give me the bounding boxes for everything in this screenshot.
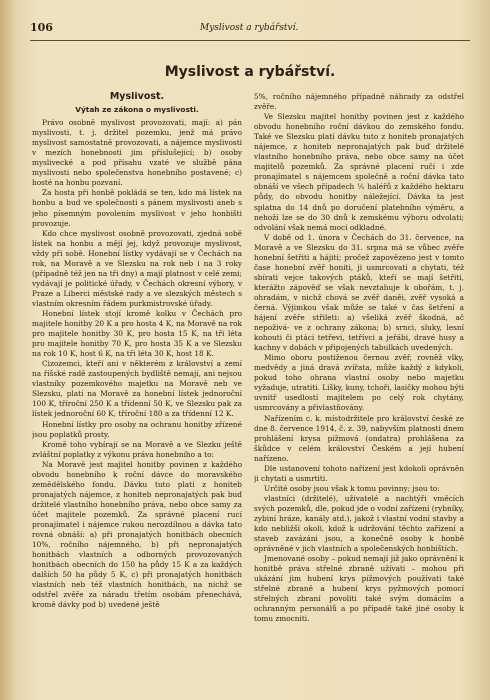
page-header	[30, 20, 470, 41]
paragraph: Dle ustanovení tohoto nařízení jest kdokoli oprávněn ji chytati a usmrtiti.	[254, 463, 464, 483]
paragraph: Kromě toho vybírají se na Moravě a ve Slezku ještě zvláštní poplatky z výkonu práva honebního a to:	[32, 439, 242, 459]
paragraph: Jmenované osoby – pokud nemají již jako oprávnění k honitbě práva střelné zbraně užívati – mohou při ukázání jim hubení krys pížmových používati také střelné zbraně a hubení krys pyžmových pomocí střelných zbraní povoliti také svým domácím a ochranným personálů a po případě také jiné osoby k tomu zmocniti.	[254, 554, 464, 624]
running-head: Myslivost a rybářství.	[200, 23, 299, 33]
paragraph: Ve Slezsku majitel honitby povinen jest z každého obvodu honebního roční dávkou do zemského fondu. Také ve Slezsku platí dávku tuto z honiteb pronajatých nájemce, z honiteb nepronajatých pak buď držitelé vlastního honebního práva, nebo obce samy na účet majitelů pozemků. Za správné placení ručí i zde pronajímatel s nájemcem společně a roční dávka tato obnáší ve všech případech ⅕ haléřů z každého hektaru půdy, do obvodu honitby náležející. Dávka ta jest splatna do 14 dnů po doručení platebního výměru, a nehoží lze se do 30 dnů k zemskému výboru odvolati; odvolání však nemá moci odkladné.	[254, 112, 464, 232]
section-subtitle: Výtah ze zákona o myslivosti.	[75, 105, 199, 115]
paragraph: Nařízením c. k. místodržitele pro království české ze dne 8. července 1914, č. z. 39, nabyvším platnosti dnem prohlášení krysa pížmová (ondatra) prohlášena za škůdce v celém království Českém a její hubení nařízeno.	[254, 413, 464, 463]
paragraph: Mimo oboru postiženou černou zvěř, rovněž vlky, medvědy a jiná dravá zvířata, může každý z kdykoli, pokud toho ohrana vlastní osoby nebo majetku vyžaduje, utratiti. Lišky, kuny, tchoři, lasičky mohou býti uvnitř usedlostí majitelem po celý rok chytány, usmrcovány a přivlastňovány.	[254, 353, 464, 413]
paragraph: Na Moravě jest majitel honitby povinen z každého obvodu honebního k roční dávce do moravského zemědělského fondu. Dávku tuto platí z honiteb pronajatých nájemce, z honiteb nepronajatých pak buď držitelé vlastního honebního práva, nebo obce samy za účet majitele pozemků. Za správné placení rucí pronajímatel i nájemce rukou nerozdílnou a dávka tato rovná obnáší: a) při pronajatých honitbách obecních 10%, ročního nájemného, b) při nepronajatých honitbách vlastních a odborných provozovaných honitbách obecních do 150 ha půdy 15 K a za každých dalších 50 ha půdy 5 K, c) při pronajatých honitbách vlastních neb též vlastních honitbách, na nichž se odstřel zvěře za náradu třetím osobám přenechává, kromě dávky pod b) uvedené ještě	[32, 459, 242, 610]
paragraph: Honební lístek stojí kromě kolku v Čechách pro majitele honitby 20 K a pro hosta 4 K, na Moravě na rok pro majitele honitby 30 K, pro hosta 15 K, na tři léta pro majitele honitby 70 K, pro hosta 35 K a ve Slezsku na rok 10 K, host 6 K, na tři léta 30 K, host 18 K.	[32, 308, 242, 359]
chapter-title: Myslivost a rybářství.	[164, 64, 336, 80]
paragraph: Právo osobně myslivost provozovati, mají: a) pán myslivosti, t. j. držitel pozemku, jenž má právo myslivost samostatně provozovati, a nájemce myslivosti v mezích honebnosti jim příslušející; b) osoby myslivecké a pod přísahu vzaté ve službě pána myslivosti nebo společenstva honebního postavené; c) hosté na honbu pozvaní.	[32, 118, 242, 188]
paragraph: Kdo chce myslivost osobně provozovati, zjedná sobě lístek na honbu a mějí jej, když provozuje myslivost, vždy při sobě. Honební lístky vydávají se v Čechách na rok, na Moravě a ve Slezsku na rok neb i na 3 roky (případně též jen na tři dny) a mají platnost v celé zemi; vydávají je politické úřady, v Čechách okresní výbory, v Praze a Liberci městské rady a ve slezských městech s vlastním okresním řádem purkmistrovské úřady.	[32, 228, 242, 308]
paragraph: Honební lístky pro osoby na ochranu honitby zřízené jsou poplatků prosty.	[32, 419, 242, 439]
section-title: Myslivost.	[109, 92, 165, 102]
paragraph: Cizozemci, kteří ani v některém z království a zemí na říšské radě zastoupených bydliště nemají, ani nejsou vlastníky pozemkového majetku na Moravě neb ve Slezsku, platí na Moravě za honební lístek jednoroční 100 K, tříroční 250 K a třídenní 50 K, ve Slezsku pak za lístek jednoroční 60 K, tříroční 180 a za třídenní 12 K.	[32, 359, 242, 419]
paragraph: 5%, ročního nájemného případně náhrady za odstřel zvěře.	[254, 92, 464, 112]
paragraph: Za hosta při honbě pokládá se ten, kdo má lístek na honbu a bud ve společnosti s pánem myslivosti aneb s jeho písemným povolením myslivost v jeho honbišti provozuje.	[32, 188, 242, 228]
left-column	[32, 92, 242, 682]
paragraph: Určité osoby jsou však k tomu povinny; jsou to:	[264, 483, 440, 493]
right-column	[254, 92, 464, 682]
page-number: 106	[30, 21, 53, 34]
paragraph: vlastníci (držitelé), uživatelé a nachtýři vměcích svých pozemků, dle, pokud jde o vodní zařízení (rybníky, zybiní hráze, kanály atd.), jakož i vlastní vodní stavby a kdo nebližší okoli, kdož k udržování těchto zařízení a staveb zavázáni jsou, a konečně osoby k honbě oprávněné v jich vlastních a společenských honbištích.	[254, 493, 464, 554]
paragraph: V době od 1. února v Čechách do 31. července, na Moravě a ve Slezsku do 31. srpna má se vůbec zvěře honební šetřiti a hájiti; pročež zapovězeno jest v tomto čase honební zvěř honiti, ji usmrcovati a chytati, též sbírati vejce takových ptáků, kteří se mají šetřiti, kterážto zápověď se však nevztahuje k obořám, t. j. ohradám, v nichž chová se zvěř daněi, zvěř vysoká a černá. Výjimkou však může se také v čas šetření a hájení zvěře střileti: a) všeliká zvěř škodná, ač nepoživá- ve z ochrany zákona; b) srnci, sluky, lesní kohouti či ptáci tetřevi, tetřívci a jeřábi, dravé husy a kachny v dobách v připojených tabulkách uvedených.	[254, 232, 464, 353]
